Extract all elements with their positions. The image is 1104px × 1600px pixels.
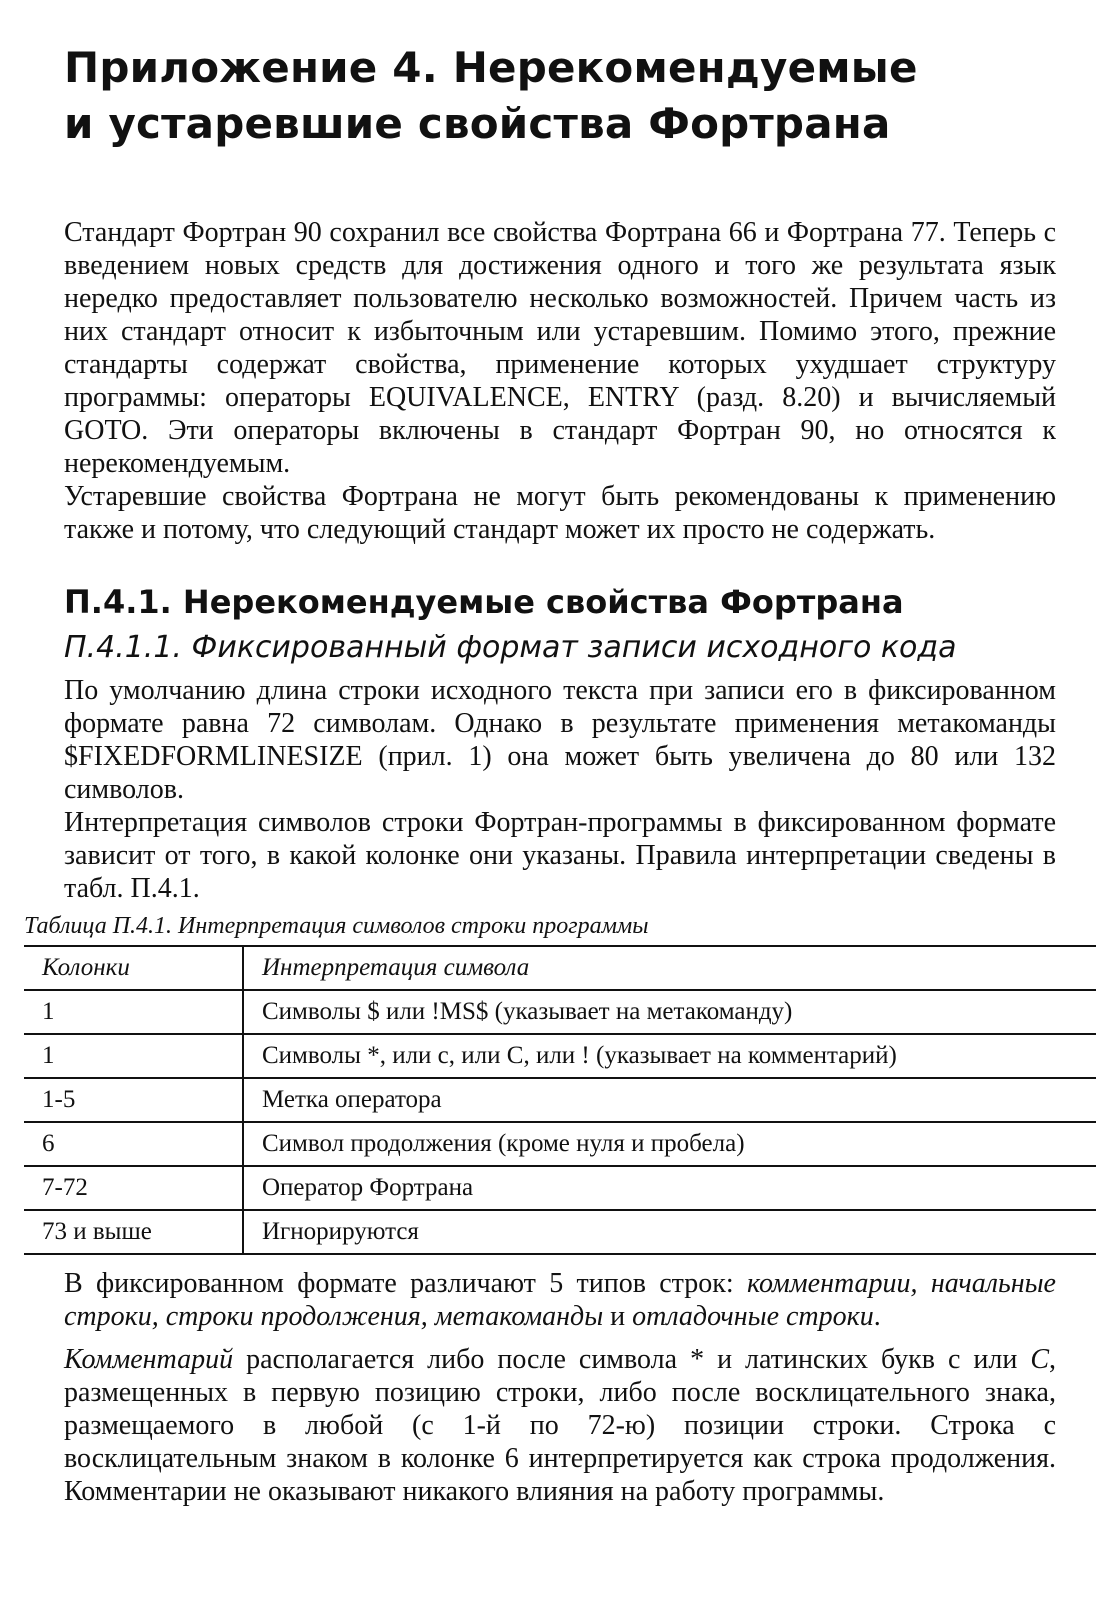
section-heading: П.4.1. Нерекомендуемые свойства Фортрана xyxy=(64,583,904,621)
comment-text-2: , размещенных в первую позицию строки, либо после восклицательного знака, размещаемого в любой (с 1-й по 72-ю) позиции строки. Строка с восклицательным знаком в колонке 6 интерпретируется как строка продолжения. Комментарии не оказывают никакого влияния на работу программы. xyxy=(64,1344,1056,1507)
page-title-line-2: и устаревшие свойства Фортрана xyxy=(64,99,891,148)
table-row xyxy=(24,1166,1096,1210)
table-row xyxy=(24,1034,1096,1078)
table-header-columns: Колонки xyxy=(24,946,243,990)
table-cell-columns: 1 xyxy=(24,1034,243,1078)
table-cell-interpretation: Оператор Фортрана xyxy=(243,1166,1096,1210)
table-row xyxy=(24,1210,1096,1254)
intro-paragraph-2: Устаревшие свойства Фортрана не могут быть рекомендованы к применению также и потому, что следующий стандарт может их просто не содержать. xyxy=(64,481,1056,545)
table-cell-columns: 73 и выше xyxy=(24,1210,243,1254)
line-types-paragraph xyxy=(64,1267,1056,1333)
subsection-paragraph-1: По умолчанию длина строки исходного текста при записи его в фиксированном формате равна 72 символам. Однако в результате применения метакоманды $FIXEDFORMLINESIZE (прил. 1) она может быть увеличена до 80 или 132 символов. xyxy=(64,675,1056,805)
table-cell-columns: 1-5 xyxy=(24,1078,243,1122)
intro-paragraph-1: Стандарт Фортран 90 сохранил все свойства Фортрана 66 и Фортрана 77. Теперь с введением новых средств для достижения одного и того же результата язык нередко предоставляет пользователю несколько возможностей. Причем часть из них стандарт относит к избыточным или устаревшим. Помимо этого, прежние стандарты содержат свойства, применение которых ухудшает структуру программы: операторы EQUIVALENCE, ENTRY (разд. 8.20) и вычисляемый GOTO. Эти операторы включены в стандарт Фортран 90, но относятся к нерекомендуемым. xyxy=(64,217,1056,479)
page-title xyxy=(64,40,1056,152)
line-types-list: комментарии, начальные строки, строки продолжения, метакоманды xyxy=(64,1268,1056,1332)
table-cell-columns: 1 xyxy=(24,990,243,1034)
line-types-last: отладочные строки xyxy=(632,1301,874,1332)
subsection-body xyxy=(64,674,1056,905)
table-header-interpretation: Интерпретация символа xyxy=(243,946,1096,990)
table-row xyxy=(24,990,1096,1034)
line-types-period: . xyxy=(873,1301,881,1332)
table-cell-interpretation: Метка оператора xyxy=(243,1078,1096,1122)
comment-text-1: располагается либо после символа * и латинских букв с или xyxy=(233,1344,1031,1375)
table-cell-columns: 6 xyxy=(24,1122,243,1166)
table-caption: Таблица П.4.1. Интерпретация символов строки программы xyxy=(24,913,649,939)
table-row xyxy=(24,1078,1096,1122)
table-row xyxy=(24,1122,1096,1166)
comment-term: Комментарий xyxy=(64,1344,234,1375)
comment-letter-c: С xyxy=(1030,1344,1049,1375)
table-cell-interpretation: Символы $ или !MS$ (указывает на метакоманду) xyxy=(243,990,1096,1034)
table-cell-interpretation: Символ продолжения (кроме нуля и пробела) xyxy=(243,1122,1096,1166)
comment-paragraph xyxy=(64,1343,1056,1508)
subsection-paragraph-2: Интерпретация символов строки Фортран-программы в фиксированном формате зависит от того, в какой колонке они указаны. Правила интерпретации сведены в табл. П.4.1. xyxy=(64,807,1056,904)
table-cell-interpretation: Игнорируются xyxy=(243,1210,1096,1254)
table-cell-interpretation: Символы *, или с, или С, или ! (указывает на комментарий) xyxy=(243,1034,1096,1078)
table-cell-columns: 7-72 xyxy=(24,1166,243,1210)
line-types-conjunction: и xyxy=(603,1301,633,1332)
interpretation-table xyxy=(24,945,1096,1255)
subsection-heading: П.4.1.1. Фиксированный формат записи исходного кода xyxy=(64,630,957,665)
page-title-line-1: Приложение 4. Нерекомендуемые xyxy=(64,43,918,92)
table-header-row xyxy=(24,946,1096,990)
after-table-section xyxy=(64,1267,1056,1508)
line-types-intro: В фиксированном формате различают 5 типов строк: xyxy=(64,1268,747,1299)
intro-section xyxy=(64,216,1056,546)
